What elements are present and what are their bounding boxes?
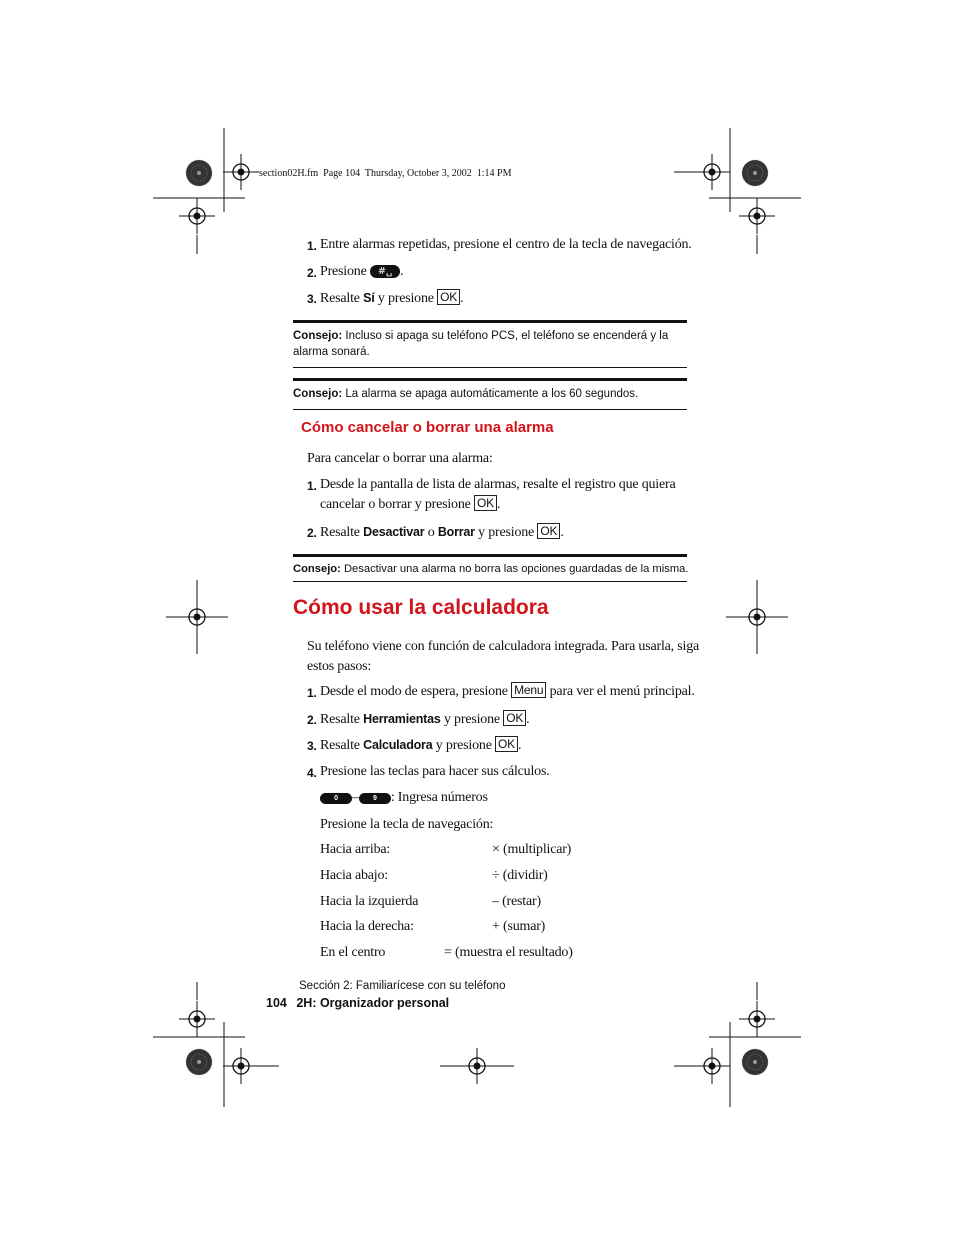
option-label: Calculadora [363,738,433,752]
step-text: Resalte [320,712,360,727]
nav-operation: = (muestra el resultado) [444,945,573,960]
page-number: 104 [266,996,287,1010]
nav-operation: – (restar) [492,894,541,909]
subheading-cancel-alarm: Cómo cancelar o borrar una alarma [301,419,554,436]
tip-box-3 [293,554,687,582]
nav-row [320,917,620,937]
option-label: Desactivar [363,525,425,539]
number-keys-line [320,788,488,808]
step-text: y presione [443,712,500,727]
nav-intro: Presione la tecla de navegación: [320,817,494,832]
step-number: 3. [307,739,317,753]
step-text: o [427,525,435,540]
intro-calc-line1: Su teléfono viene con función de calculadora integrada. Para usarla, siga [307,639,700,654]
intro-calc [307,637,707,677]
option-label: Sí [363,291,375,305]
tip-text: Incluso si apaga su teléfono PCS, el teléfono se encenderá y la alarma sonará. [293,330,669,358]
footer-section: Sección 2: Familiarícese con su teléfono [299,980,506,992]
step-number: 2. [307,713,317,727]
tip-text: Desactivar una alarma no borra las opciones guardadas de la misma. [343,563,689,575]
nav-direction: Hacia la derecha: [320,919,414,934]
step-text: cancelar o borrar y presione [320,497,471,512]
menu-key: Menu [511,682,546,698]
step-text: Resalte [320,291,360,306]
heading-calculator: Cómo usar la calculadora [293,596,549,619]
step-text: y presione [478,525,535,540]
nav-row [320,840,620,860]
nav-direction: En el centro [320,945,386,960]
nav-operation: × (multiplicar) [492,842,572,857]
step-punct: . [460,291,464,306]
ok-key: OK [503,710,526,726]
nav-direction: Hacia arriba: [320,842,391,857]
step-number: 1. [307,479,317,493]
step-punct: . [399,264,404,279]
footer-page-line [266,996,449,1010]
nav-direction: Hacia la izquierda [320,894,419,909]
nav-row [320,866,620,886]
step-text: para ver el menú principal. [549,684,695,699]
step-number: 4. [307,766,317,780]
step-punct: . [518,738,522,753]
step-number: 1. [307,239,317,253]
step-punct: . [560,525,564,540]
key-0-icon: 0 [320,793,352,804]
key-9-icon: 9 [359,793,391,804]
step-number: 2. [307,526,317,540]
pound-key-icon: #␣ [370,265,400,278]
option-label: Borrar [437,525,475,539]
step-text: Desde la pantalla de lista de alarmas, resalte el registro que quiera [320,477,676,492]
nav-operation: + (sumar) [492,919,546,934]
nav-row [320,892,620,912]
step-text: y presione [377,291,434,306]
step-number: 1. [307,686,317,700]
step-text: Presione las teclas para hacer sus cálculos. [320,764,550,779]
ok-key: OK [437,289,460,305]
range-dash: – [352,790,359,805]
tip-box-2 [293,378,687,410]
file-slug: section02H.fm Page 104 Thursday, October 3, 2002 1:14 PM [259,168,512,179]
step-number: 2. [307,266,317,280]
step-text: Resalte [320,738,360,753]
nav-direction: Hacia abajo: [320,868,388,883]
step-number: 3. [307,292,317,306]
chapter-title: 2H: Organizador personal [296,996,450,1010]
step-b1 [307,475,707,517]
tip-label: Consejo: [293,563,341,575]
step-text: Desde el modo de espera, presione [320,684,508,699]
tip-label: Consejo: [293,330,343,342]
step-text: Presione [320,264,367,279]
step-punct: . [526,712,530,727]
step-text: Resalte [320,525,360,540]
ok-key: OK [537,523,560,539]
number-keys-label: : Ingresa números [390,790,488,805]
nav-row [320,943,620,963]
option-label: Herramientas [363,712,441,726]
ok-key: OK [495,736,518,752]
step-text: Entre alarmas repetidas, presione el centro de la tecla de navegación. [320,237,692,252]
nav-operation: ÷ (dividir) [492,868,548,883]
ok-key: OK [474,495,497,511]
tip-label: Consejo: [293,388,343,400]
step-punct: . [496,497,501,512]
step-text: y presione [435,738,492,753]
tip-box-1 [293,320,687,368]
intro-cancel: Para cancelar o borrar una alarma: [307,451,493,466]
intro-calc-line2: estos pasos: [307,659,372,674]
tip-text: La alarma se apaga automáticamente a los 60 segundos. [345,388,639,400]
